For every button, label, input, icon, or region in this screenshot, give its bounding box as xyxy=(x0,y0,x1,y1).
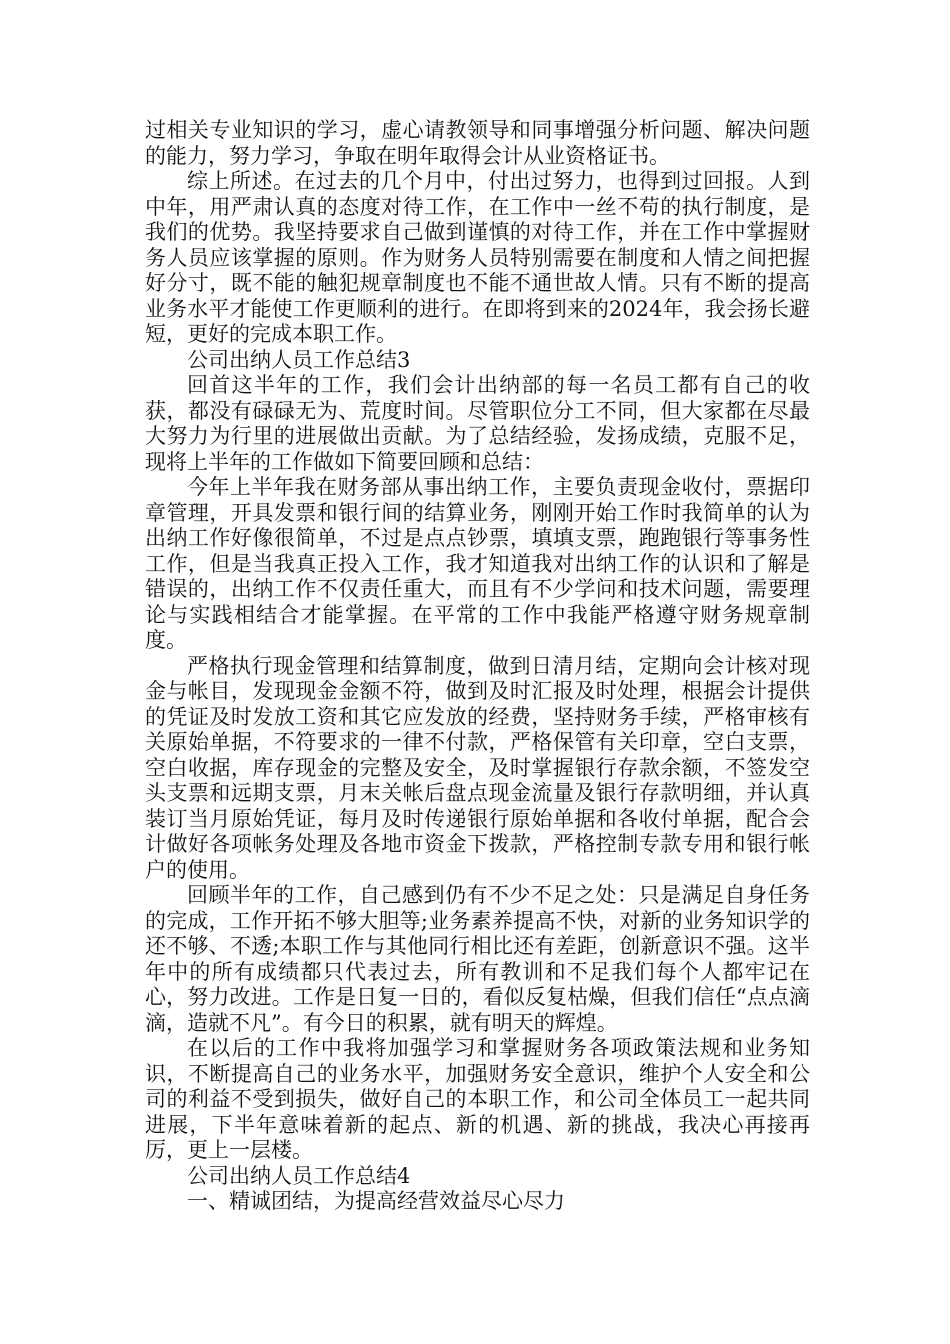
paragraph-continuation: 过相关专业知识的学习，虚心请教领导和同事增强分析问题、解决问题的能力，努力学习，争取在明年取得会计从业资格证书。 xyxy=(145,118,810,168)
section-heading-3: 公司出纳人员工作总结3 xyxy=(187,347,411,372)
document-body xyxy=(145,118,810,1215)
paragraph-summary: 综上所述。在过去的几个月中，付出过努力，也得到过回报。人到中年，用严肃认真的态度对待工作，在工作中一丝不苟的执行制度，是我们的优势。我坚持要求自己做到谨慎的对待工作，并在工作中掌握财务人员应该掌握的原则。作为财务人员特别需要在制度和人情之间把握好分寸，既不能的触犯规章制度也不能不通世故人情。只有不断的提高业务水平才能使工作更顺利的进行。在即将到来的2024年，我会扬长避短，更好的完成本职工作。 xyxy=(145,169,810,346)
paragraph-shortcomings: 回顾半年的工作，自己感到仍有不少不足之处：只是满足自身任务的完成，工作开拓不够大胆等;业务素养提高不快，对新的业务知识学的还不够、不透;本职工作与其他同行相比还有差距，创新意识不强。这半年中的所有成绩都只代表过去，所有教训和不足我们每个人都牢记在心，努力改进。工作是日复一日的，看似反复枯燥，但我们信任“点点滴滴，造就不凡”。有今日的积累，就有明天的辉煌。 xyxy=(145,883,810,1035)
paragraph-cash-management: 严格执行现金管理和结算制度，做到日清月结，定期向会计核对现金与帐目，发现现金金额不符，做到及时汇报及时处理，根据会计提供的凭证及时发放工资和其它应发放的经费，坚持财务手续，严格审核有关原始单据，不符要求的一律不付款，严格保管有关印章，空白支票，空白收据，库存现金的完整及安全，及时掌握银行存款余额，不签发空头支票和远期支票，月末关帐后盘点现金流量及银行存款明细，并认真装订当月原始凭证，每月及时传递银行原始单据和各收付单据，配合会计做好各项帐务处理及各地市资金下拨款，严格控制专款专用和银行帐户的使用。 xyxy=(145,653,810,882)
paragraph-cashier-work: 今年上半年我在财务部从事出纳工作，主要负责现金收付，票据印章管理，开具发票和银行间的结算业务，刚刚开始工作时我简单的认为出纳工作好像很简单，不过是点点钞票，填填支票，跑跑银行等事务性工作，但是当我真正投入工作，我才知道我对出纳工作的认识和了解是错误的，出纳工作不仅责任重大，而且有不少学问和技术问题，需要理论与实践相结合才能掌握。在平常的工作中我能严格遵守财务规章制度。 xyxy=(145,475,810,652)
paragraph-future-plan: 在以后的工作中我将加强学习和掌握财务各项政策法规和业务知识，不断提高自己的业务水平，加强财务安全意识，维护个人安全和公司的利益不受到损失，做好自己的本职工作，和公司全体员工一起共同进展，下半年意味着新的起点、新的机遇、新的挑战，我决心再接再厉，更上一层楼。 xyxy=(145,1036,810,1162)
subheading-unity: 一、精诚团结，为提高经营效益尽心尽力 xyxy=(187,1189,565,1213)
section-heading-4: 公司出纳人员工作总结4 xyxy=(187,1163,411,1188)
paragraph-review-intro: 回首这半年的工作，我们会计出纳部的每一名员工都有自己的收获，都没有碌碌无为、荒度时间。尽管职位分工不同，但大家都在尽最大努力为行里的进展做出贡献。为了总结经验，发扬成绩，克服不足，现将上半年的工作做如下简要回顾和总结： xyxy=(145,373,810,474)
